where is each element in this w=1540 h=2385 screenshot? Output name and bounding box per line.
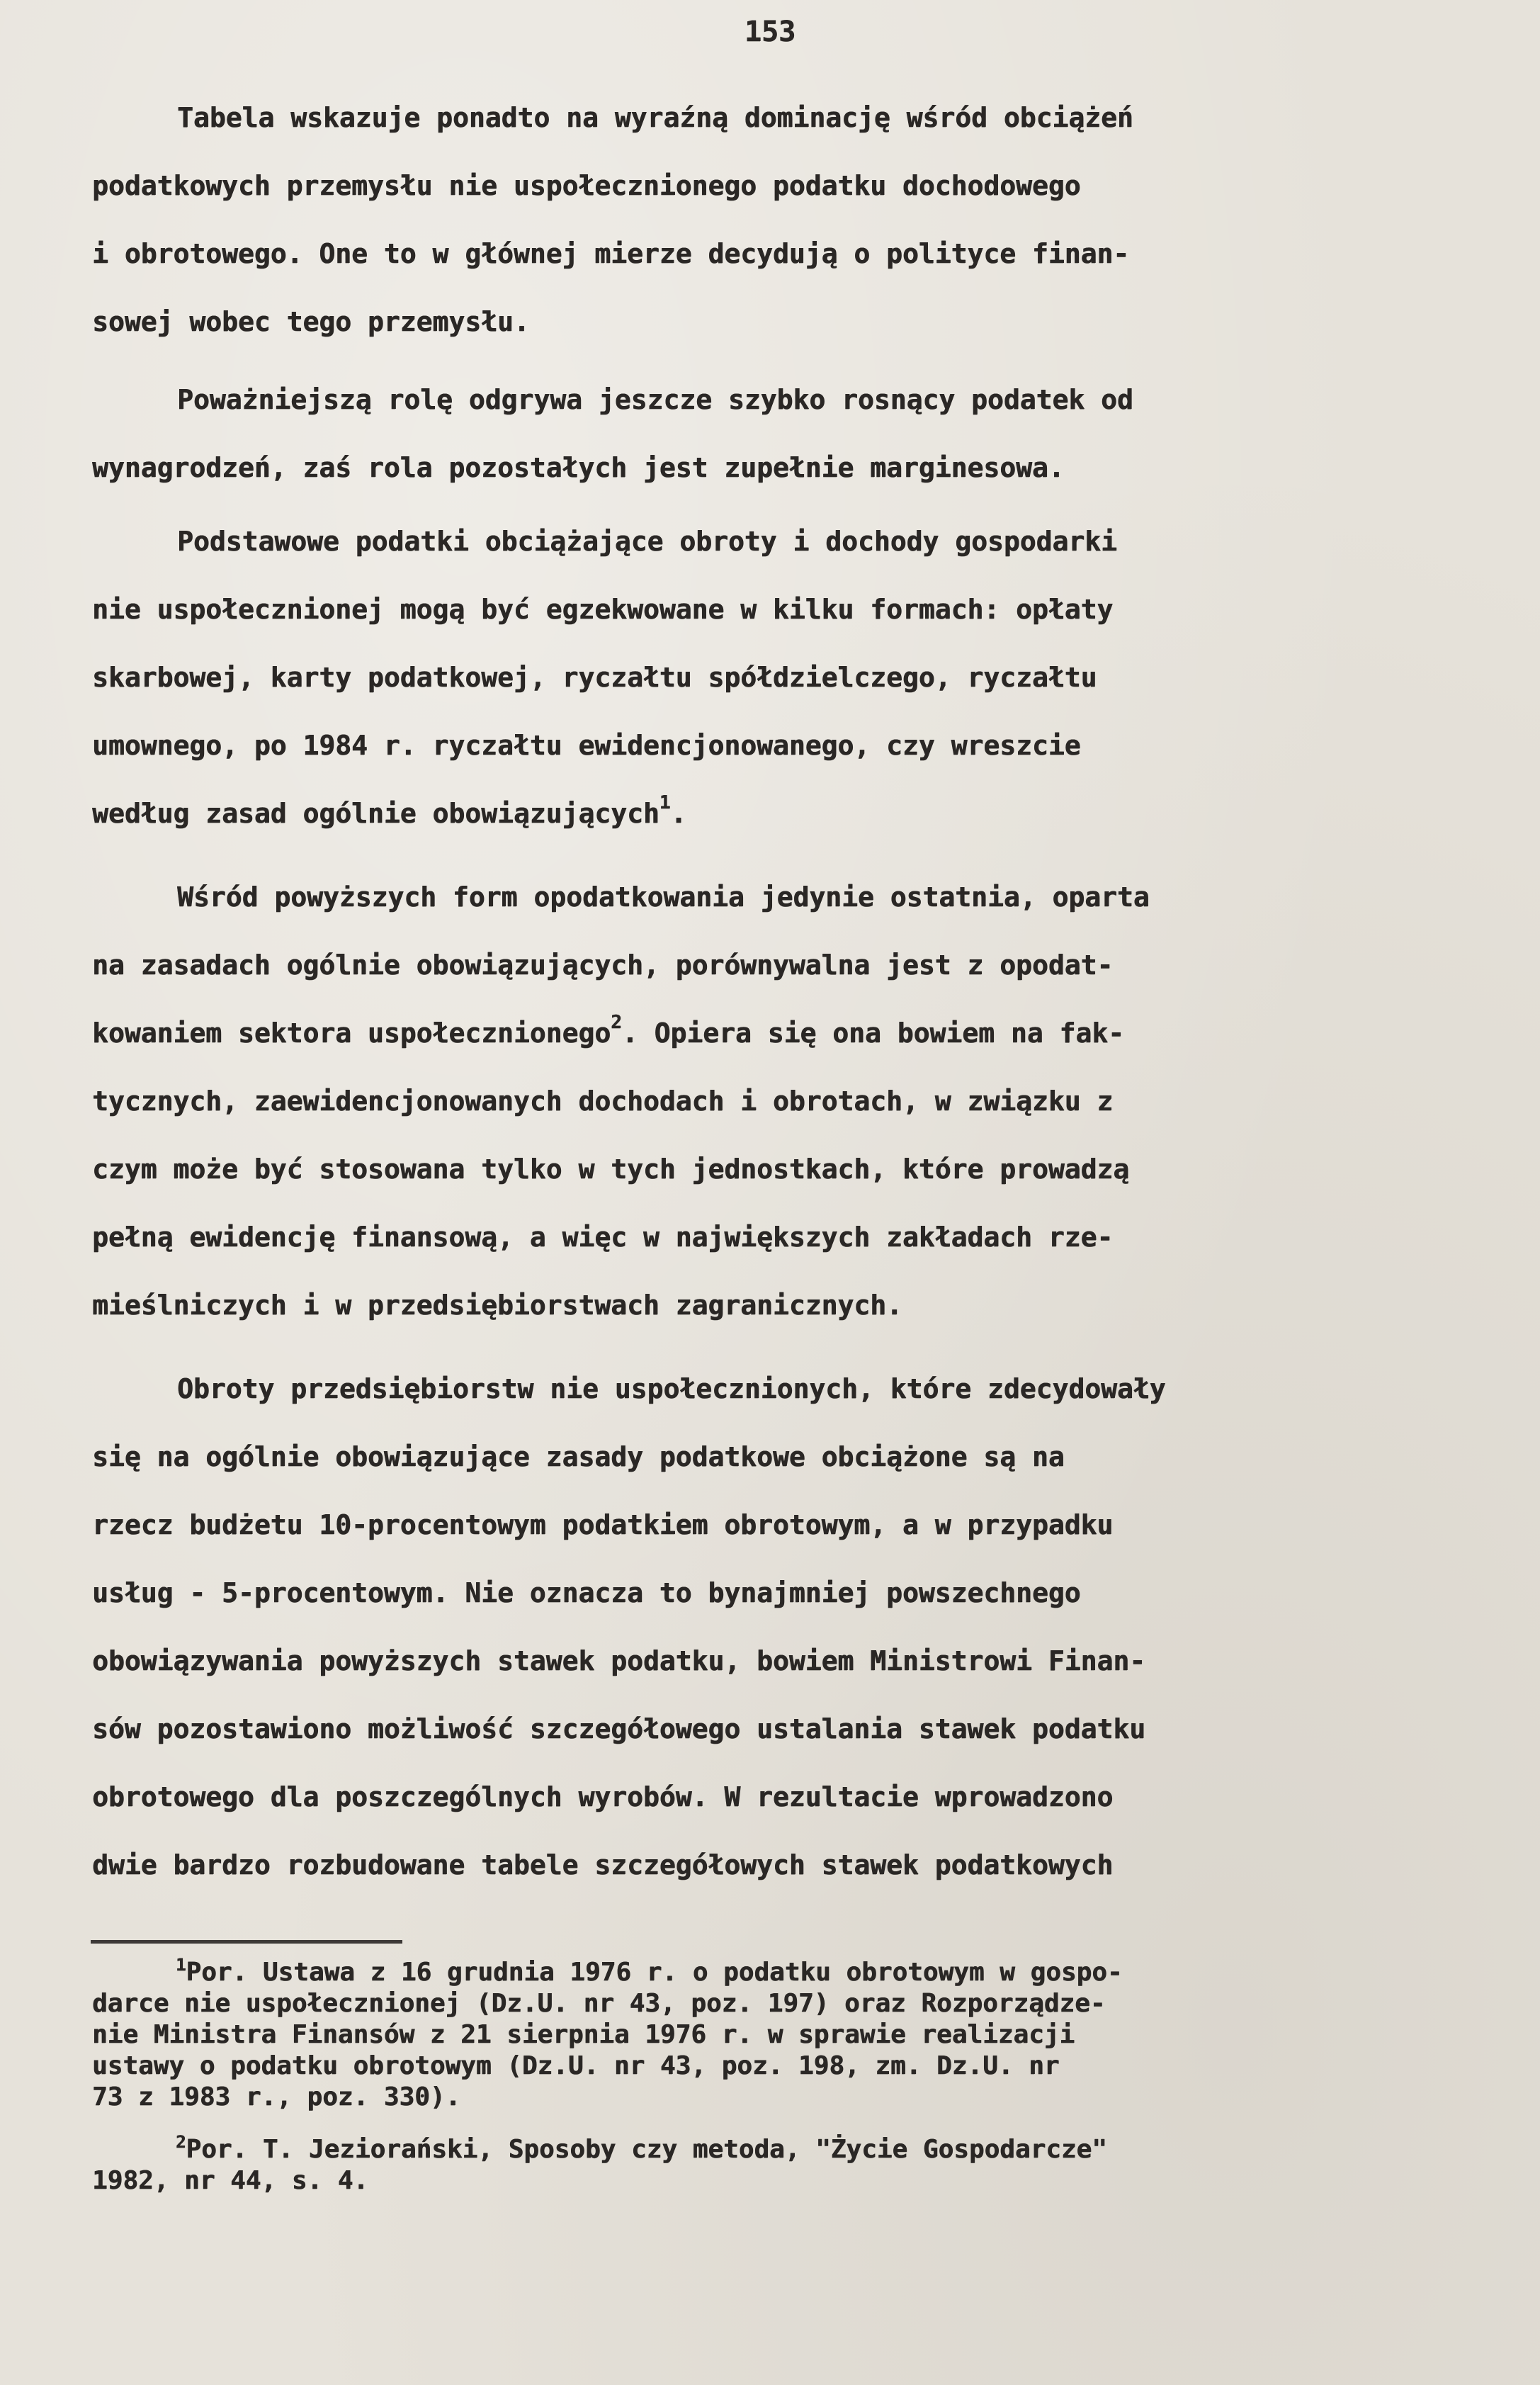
body-line: wynagrodzeń, zaś rola pozostałych jest zupełnie marginesowa. — [92, 452, 1065, 483]
body-line: mieślniczych i w przedsiębiorstwach zagranicznych. — [92, 1290, 902, 1321]
body-line: nie uspołecznionej mogą być egzekwowane w kilku formach: opłaty — [92, 594, 1114, 625]
body-line: Poważniejszą rolę odgrywa jeszcze szybko rosnący podatek od — [177, 384, 1133, 415]
body-line: usług - 5-procentowym. Nie oznacza to bynajmniej powszechnego — [92, 1577, 1081, 1608]
footnote-line: ustawy o podatku obrotowym (Dz.U. nr 43, poz. 198, zm. Dz.U. nr — [92, 2051, 1060, 2080]
footnote-text: Por. T. Jeziorański, Sposoby czy metoda, "Życie Gospodarcze" — [186, 2135, 1107, 2164]
body-line: czym może być stosowana tylko w tych jednostkach, które prowadzą — [92, 1154, 1130, 1185]
body-line: obrotowego dla poszczególnych wyrobów. W rezultacie wprowadzono — [92, 1781, 1114, 1812]
body-line: obowiązywania powyższych stawek podatku, bowiem Ministrowi Finan- — [92, 1645, 1146, 1676]
footnote-line — [176, 1955, 1123, 1987]
body-line: tycznych, zaewidencjonowanych dochodach i obrotach, w związku z — [92, 1086, 1114, 1117]
footnote-line — [176, 2132, 1107, 2164]
body-line: pełną ewidencję finansową, a więc w największych zakładach rze- — [92, 1222, 1114, 1253]
body-line: Wśród powyższych form opodatkowania jedynie ostatnia, oparta — [177, 881, 1150, 913]
body-line: Obroty przedsiębiorstw nie uspołecznionych, które zdecydowały — [177, 1373, 1166, 1404]
footnote-line: 1982, nr 44, s. 4. — [92, 2166, 369, 2195]
body-line-text: . Opiera się ona bowiem na fak- — [621, 1017, 1124, 1049]
footnote-line: 73 z 1983 r., poz. 330). — [92, 2082, 461, 2111]
page-number: 153 — [744, 16, 796, 48]
footnote-number: 1 — [176, 1955, 186, 1975]
body-line: i obrotowego. One to w głównej mierze decydują o polityce finan- — [92, 238, 1130, 269]
body-line: się na ogólnie obowiązujące zasady podatkowe obciążone są na — [92, 1441, 1065, 1472]
body-line: Podstawowe podatki obciążające obroty i dochody gospodarki — [177, 526, 1117, 557]
footnote-line: nie Ministra Finansów z 21 sierpnia 1976 r. w sprawie realizacji — [92, 2020, 1075, 2049]
body-line: podatkowych przemysłu nie uspołecznionego podatku dochodowego — [92, 170, 1081, 201]
body-line: sowej wobec tego przemysłu. — [92, 306, 530, 337]
footnote-line: darce nie uspołecznionej (Dz.U. nr 43, poz. 197) oraz Rozporządze- — [92, 1989, 1106, 2018]
footnote-ref: 1 — [659, 792, 671, 813]
body-line-text: kowaniem sektora uspołecznionego — [92, 1017, 611, 1049]
footnote-ref: 2 — [611, 1012, 622, 1033]
body-line: rzecz budżetu 10-procentowym podatkiem obrotowym, a w przypadku — [92, 1509, 1114, 1540]
body-line: sów pozostawiono możliwość szczegółowego ustalania stawek podatku — [92, 1713, 1146, 1744]
footnote-number: 2 — [176, 2132, 186, 2152]
body-line — [92, 794, 686, 833]
body-line: dwie bardzo rozbudowane tabele szczegółowych stawek podatkowych — [92, 1849, 1114, 1881]
body-line: na zasadach ogólnie obowiązujących, porównywalna jest z opodat- — [92, 949, 1114, 981]
footnote-rule — [91, 1940, 402, 1944]
body-line: umownego, po 1984 r. ryczałtu ewidencjonowanego, czy wreszcie — [92, 730, 1081, 761]
footnote-text: Por. Ustawa z 16 grudnia 1976 r. o podatku obrotowym w gospo- — [186, 1958, 1123, 1987]
body-line-text: . — [670, 798, 687, 829]
body-line — [92, 1013, 1124, 1053]
body-line: Tabela wskazuje ponadto na wyraźną dominację wśród obciążeń — [177, 102, 1133, 133]
body-line-text: według zasad ogólnie obowiązujących — [92, 798, 659, 829]
body-line: skarbowej, karty podatkowej, ryczałtu spółdzielczego, ryczałtu — [92, 662, 1097, 693]
